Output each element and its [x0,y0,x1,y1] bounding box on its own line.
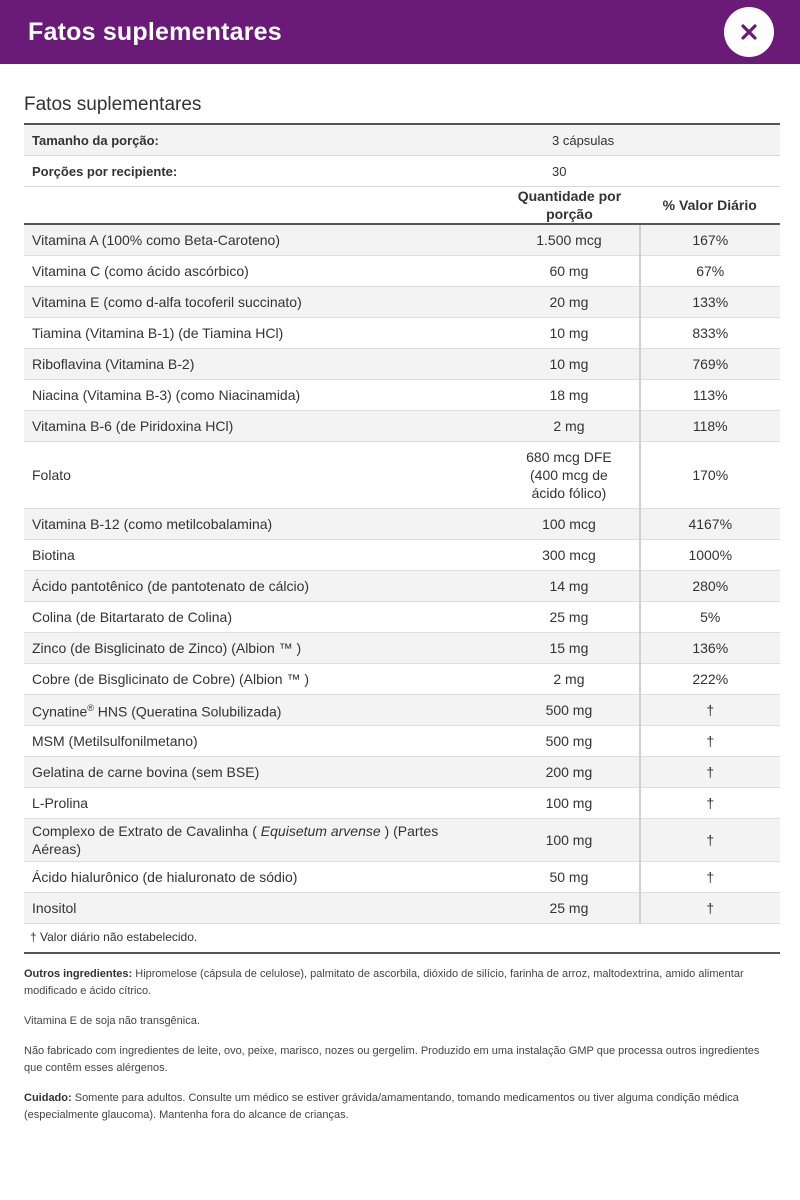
nutrient-name-text: Colina (de Bitartarato de Colina) [32,609,232,625]
nutrient-name-text: Vitamina E (como d-alfa tocoferil succinato) [32,294,302,310]
nutrient-name [24,633,499,664]
serving-table [24,123,780,187]
caution-text: Somente para adultos. Consulte um médico se estiver grávida/amamentando, tomando medicamentos ou tiver alguma condição médica (especialmente glaucoma). Mantenha fora do alcance de crianças. [24,1092,739,1121]
nutrient-name-rest: HNS (Queratina Solubilizada) [93,703,282,720]
nutrient-name-text: Ácido hialurônico (de hialuronato de sódio) [32,869,298,885]
nutrient-row [24,893,780,924]
nutrient-daily-value: 167% [640,224,780,256]
nutrient-name-text: Inositol [32,900,77,916]
nutrient-row [24,442,780,509]
close-icon [740,23,758,41]
nutrient-amount: 2 mg [499,664,639,695]
nutrient-daily-value: † [640,695,780,726]
nutrient-row [24,540,780,571]
serving-size-value: 3 cápsulas [540,124,780,156]
nutrient-daily-value: 136% [640,633,780,664]
nutrient-name [24,540,499,571]
nutrient-amount-line: ácido fólico) [531,485,607,501]
supplement-facts-panel [24,64,780,1137]
nutrient-row [24,380,780,411]
registered-mark: ® [87,703,94,714]
nutrient-daily-value: 118% [640,411,780,442]
nutrient-amount: 100 mg [499,819,639,862]
nutrient-amount: 50 mg [499,862,639,893]
nutrient-name [24,287,499,318]
nutrient-amount: 200 mg [499,757,639,788]
amount-column-header [499,187,639,224]
nutrient-daily-value: 280% [640,571,780,602]
other-ingredients-text: Hipromelose (cápsula de celulose), palmitato de ascorbila, dióxido de silício, farinha de arroz, maltodextrina, amido alimentar modificado e ácido cítrico. [24,968,744,997]
servings-per-container-value: 30 [540,156,780,187]
nutrient-name-text: Vitamina B-6 (de Piridoxina HCl) [32,418,234,434]
nutrient-daily-value: 170% [640,442,780,509]
nutrient-name [24,442,499,509]
nutrient-daily-value: 5% [640,602,780,633]
nutrient-daily-value: † [640,726,780,757]
nutrient-row [24,819,780,862]
nutrient-table [24,187,780,924]
nutrient-daily-value: † [640,788,780,819]
caution-label: Cuidado: [24,1092,72,1104]
nutrient-name-italic: Equisetum arvense [260,823,381,839]
nutrient-name [24,757,499,788]
nutrient-row [24,664,780,695]
nutrient-row [24,318,780,349]
nutrient-name-text: Gelatina de carne bovina (sem BSE) [32,764,260,780]
nutrient-daily-value: 133% [640,287,780,318]
nutrient-name [24,788,499,819]
modal-header [0,0,800,64]
nutrient-name [24,862,499,893]
amount-header-line2: porção [546,206,593,222]
nutrient-amount: 2 mg [499,411,639,442]
nutrient-daily-value: 769% [640,349,780,380]
nutrient-name [24,380,499,411]
nutrient-amount: 500 mg [499,726,639,757]
header-blank [24,187,499,224]
nutrient-amount: 25 mg [499,602,639,633]
nutrient-amount: 500 mg [499,695,639,726]
nutrient-row [24,602,780,633]
nutrient-row [24,411,780,442]
nutrient-name [24,256,499,287]
nutrient-daily-value: † [640,862,780,893]
nutrient-name-text: Vitamina C (como ácido ascórbico) [32,263,249,279]
nutrient-name [24,318,499,349]
servings-per-container-row [24,156,780,187]
nutrient-name-text: Cobre (de Bisglicinato de Cobre) (Albion ™ ) [32,671,310,687]
nutrient-amount: 10 mg [499,318,639,349]
nutrient-amount: 1.500 mcg [499,224,639,256]
nutrient-amount: 10 mg [499,349,639,380]
serving-size-label: Tamanho da porção: [24,124,540,156]
panel-title: Fatos suplementares [24,94,202,115]
nutrient-name-text: Vitamina A (100% como Beta-Caroteno) [32,232,280,248]
nutrient-row [24,862,780,893]
nutrient-amount-line: 680 mcg DFE [526,449,612,465]
serving-size-row [24,124,780,156]
nutrient-amount: 100 mcg [499,509,639,540]
notes-section [24,966,780,1124]
nutrient-name [24,695,499,726]
nutrient-name [24,664,499,695]
nutrient-daily-value: 833% [640,318,780,349]
close-button[interactable] [724,7,774,57]
nutrient-row [24,349,780,380]
nutrient-daily-value: † [640,819,780,862]
nutrient-name [24,571,499,602]
nutrient-name [24,602,499,633]
nutrient-name-text: L-Prolina [32,795,89,811]
nutrient-amount: 18 mg [499,380,639,411]
nutrient-name [24,224,499,256]
nutrient-row [24,695,780,726]
nutrient-amount: 15 mg [499,633,639,664]
nutrient-name-text: Riboflavina (Vitamina B-2) [32,356,195,372]
nutrient-row [24,571,780,602]
nutrient-amount: 20 mg [499,287,639,318]
nutrient-name-text: MSM (Metilsulfonilmetano) [32,733,198,749]
nutrient-name [24,893,499,924]
nutrient-daily-value: 4167% [640,509,780,540]
nutrient-row [24,287,780,318]
nutrient-name-text: Folato [32,467,71,483]
nutrient-name [24,509,499,540]
nutrient-row [24,726,780,757]
modal-title: Fatos suplementares [28,17,282,46]
other-ingredients [24,966,780,1000]
nutrient-row [24,757,780,788]
nutrient-amount: 25 mg [499,893,639,924]
nutrient-name-text: Vitamina B-12 (como metilcobalamina) [32,516,273,532]
nutrient-amount: 14 mg [499,571,639,602]
dv-column-header: % Valor Diário [640,187,780,224]
nutrient-amount [499,442,639,509]
nutrient-daily-value: 222% [640,664,780,695]
other-ingredients-label: Outros ingredientes: [24,968,133,980]
allergen-note: Não fabricado com ingredientes de leite, ovo, peixe, marisco, nozes ou gergelim. Produzido em uma instalação GMP que processa outros ingredientes que contêm esses alérgenos. [24,1045,760,1074]
vitamin-e-note: Vitamina E de soja não transgênica. [24,1015,200,1027]
nutrient-row [24,788,780,819]
nutrient-daily-value: 1000% [640,540,780,571]
nutrient-name [24,819,499,862]
nutrient-name-text: Tiamina (Vitamina B-1) (de Tiamina HCl) [32,325,284,341]
footnote: † Valor diário não estabelecido. [24,924,780,954]
nutrient-daily-value: † [640,893,780,924]
nutrient-row [24,509,780,540]
nutrient-amount-line: (400 mcg de [530,467,608,483]
nutrient-daily-value: † [640,757,780,788]
nutrient-row [24,256,780,287]
nutrient-name-text: Zinco (de Bisglicinato de Zinco) (Albion ™ ) [32,640,302,656]
nutrient-name-text: Cynatine [32,703,88,720]
nutrient-name [24,726,499,757]
nutrient-name-rest: ) (Partes Aéreas) [32,823,439,857]
nutrient-name-text: Ácido pantotênico (de pantotenato de cálcio) [32,578,310,594]
nutrient-daily-value: 67% [640,256,780,287]
nutrient-table-header [24,187,780,224]
nutrient-name [24,411,499,442]
amount-header-line1: Quantidade por [517,188,622,204]
nutrient-row [24,224,780,256]
nutrient-name-text: Biotina [32,547,75,563]
nutrient-amount: 100 mg [499,788,639,819]
nutrient-row [24,633,780,664]
nutrient-daily-value: 113% [640,380,780,411]
nutrient-amount: 300 mcg [499,540,639,571]
nutrient-name-text: Complexo de Extrato de Cavalinha ( [32,823,261,839]
nutrient-name-text: Niacina (Vitamina B-3) (como Niacinamida) [32,387,301,403]
servings-per-container-label: Porções por recipiente: [24,156,540,187]
nutrient-amount: 60 mg [499,256,639,287]
nutrient-name [24,349,499,380]
caution-note [24,1090,780,1124]
